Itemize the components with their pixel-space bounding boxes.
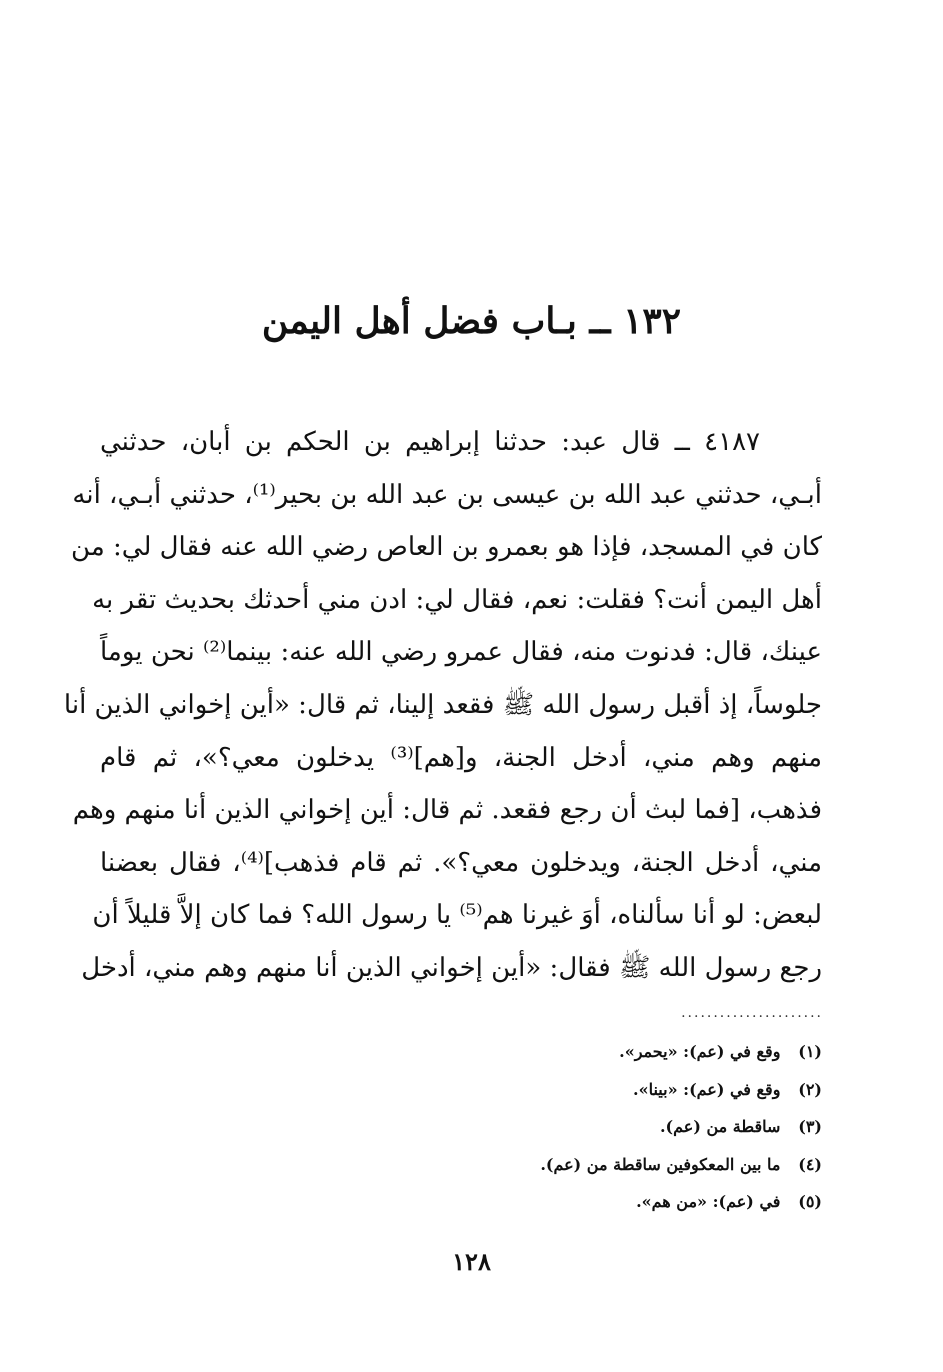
footnote (300, 1187, 822, 1225)
footnote-text: ما بين المعكوفين ساقطة من (عم). (540, 1154, 781, 1174)
hadith-text (63, 416, 823, 995)
text-line: منهم وهم مني، أدخل الجنة، و[هم]⁽³⁾ يدخلون معي؟»، ثم قام (100, 742, 823, 773)
text-line: كان في المسجد، فإذا هو بعمرو بن العاص رضي الله عنه فقال لي: من (71, 532, 822, 563)
footnote (300, 1075, 822, 1113)
text-line: ٤١٨٧ ــ قال عبد: حدثنا إبراهيم بن الحكم بن أبان، حدثني (100, 427, 760, 457)
footnote (300, 1112, 822, 1150)
text-line: رجع رسول الله ﷺ فقال: «أين إخواني الذين أنا منهم وهم مني، أدخل (81, 952, 822, 983)
footnote-text: ساقطة من (عم). (659, 1117, 781, 1136)
footnote-number: (٥) (798, 1192, 822, 1211)
footnote-number: (٤) (798, 1154, 822, 1174)
footnote-separator: ...................... (681, 1005, 823, 1021)
footnotes (300, 1037, 822, 1225)
text-line: مني، أدخل الجنة، ويدخلون معي؟». ثم قام فذهب]⁽⁴⁾، فقال بعضنا (100, 847, 823, 878)
text-line: لبعض: لو أنا سألناه، أوَ غيرنا هم⁽⁵⁾ يا رسول الله؟ فما كان إلاَّ قليلاً أن (92, 900, 822, 931)
text-line: فذهب، [فما لبث أن رجع فقعد. ثم قال: أين إخواني الذين أنا منهم وهم (72, 795, 822, 826)
page-number: ١٢٨ (452, 1247, 491, 1276)
footnote-text: وقع في (عم): «يحمر». (619, 1042, 781, 1061)
chapter-title: ١٣٢ ــ بـاب فضل أهل اليمن (261, 300, 682, 342)
footnote-number: (٢) (798, 1079, 822, 1099)
text-line: جلوساً، إذ أقبل رسول الله ﷺ فقعد إلينا، ثم قال: «أين إخواني الذين أنا (63, 689, 822, 720)
footnote-text: وقع في (عم): «بينا». (633, 1079, 781, 1099)
footnote-number: (٣) (798, 1117, 822, 1136)
footnote-number: (١) (798, 1042, 822, 1061)
text-line: عينك، قال: فدنوت منه، فقال عمرو رضي الله عنه: بينما⁽²⁾ نحن يوماً (100, 637, 822, 668)
footnote (300, 1037, 822, 1075)
text-line: أبـي، حدثني عبد الله بن عيسى بن عبد الله بن بحير⁽¹⁾، حدثني أبـي، أنه (72, 479, 822, 510)
text-line: أهل اليمن أنت؟ فقلت: نعم، فقال لي: ادن مني أحدثك بحديث تقر به (92, 584, 822, 615)
footnote-text: في (عم): «من هم». (636, 1192, 781, 1211)
footnote (300, 1150, 822, 1188)
